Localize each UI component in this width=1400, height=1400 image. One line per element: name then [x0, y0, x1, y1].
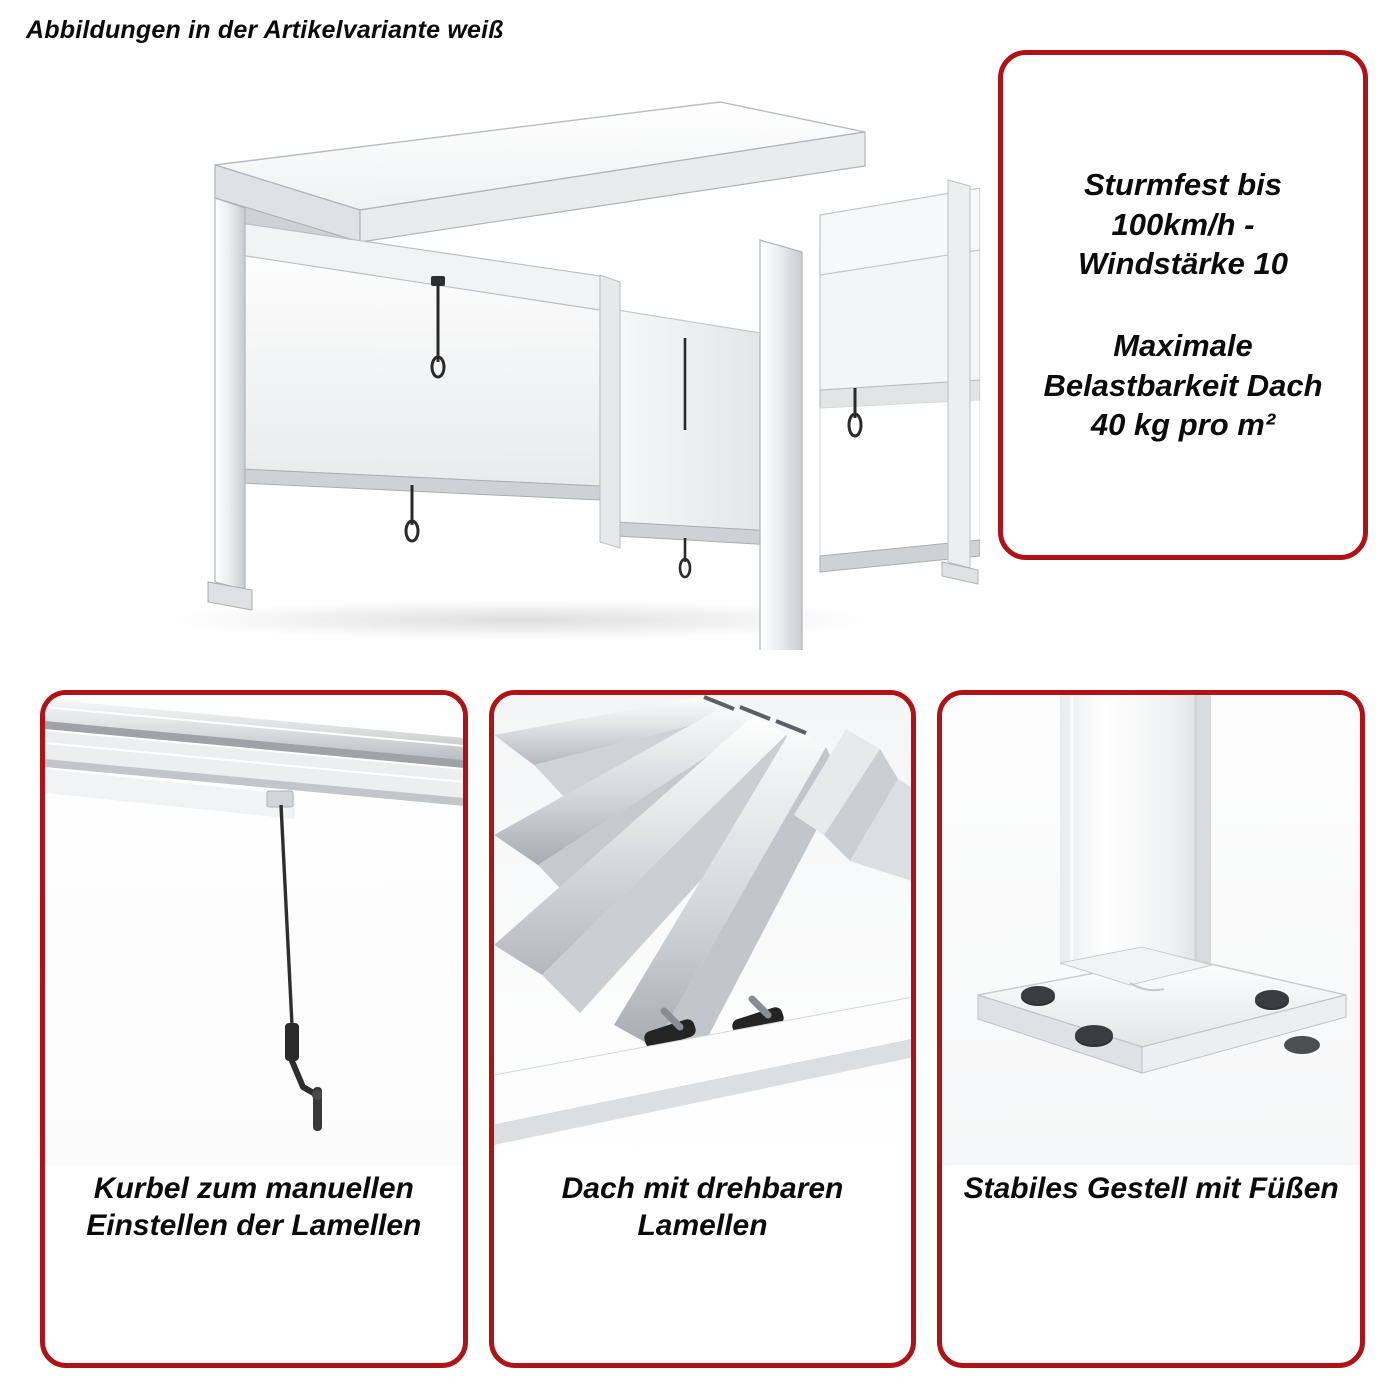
crank-handle-photo	[45, 695, 463, 1165]
page-title: Abbildungen in der Artikelvariante weiß	[26, 16, 504, 44]
feature-caption-crank: Kurbel zum manuellen Einstellen der Lamellen	[86, 1172, 422, 1242]
feature-caption-louvre-roof: Dach mit drehbaren Lamellen	[561, 1172, 844, 1242]
feature-caption-frame-feet: Stabiles Gestell mit Füßen	[963, 1172, 1339, 1205]
pergola-white-product-photo	[120, 70, 980, 650]
feature-card-frame-feet	[937, 690, 1365, 1368]
post-base-plate-photo	[942, 695, 1360, 1165]
louvre-roof-photo	[494, 695, 912, 1165]
info-line-stormproof: Sturmfest bis 100km/h - Windstärke 10	[1078, 166, 1288, 282]
info-line-load: Maximale Belastbarkeit Dach 40 kg pro m²	[1043, 328, 1323, 443]
feature-card-crank	[40, 690, 468, 1368]
highlight-info-card	[998, 50, 1368, 560]
feature-cards-row	[40, 690, 1365, 1368]
feature-card-louvre-roof	[489, 690, 917, 1368]
